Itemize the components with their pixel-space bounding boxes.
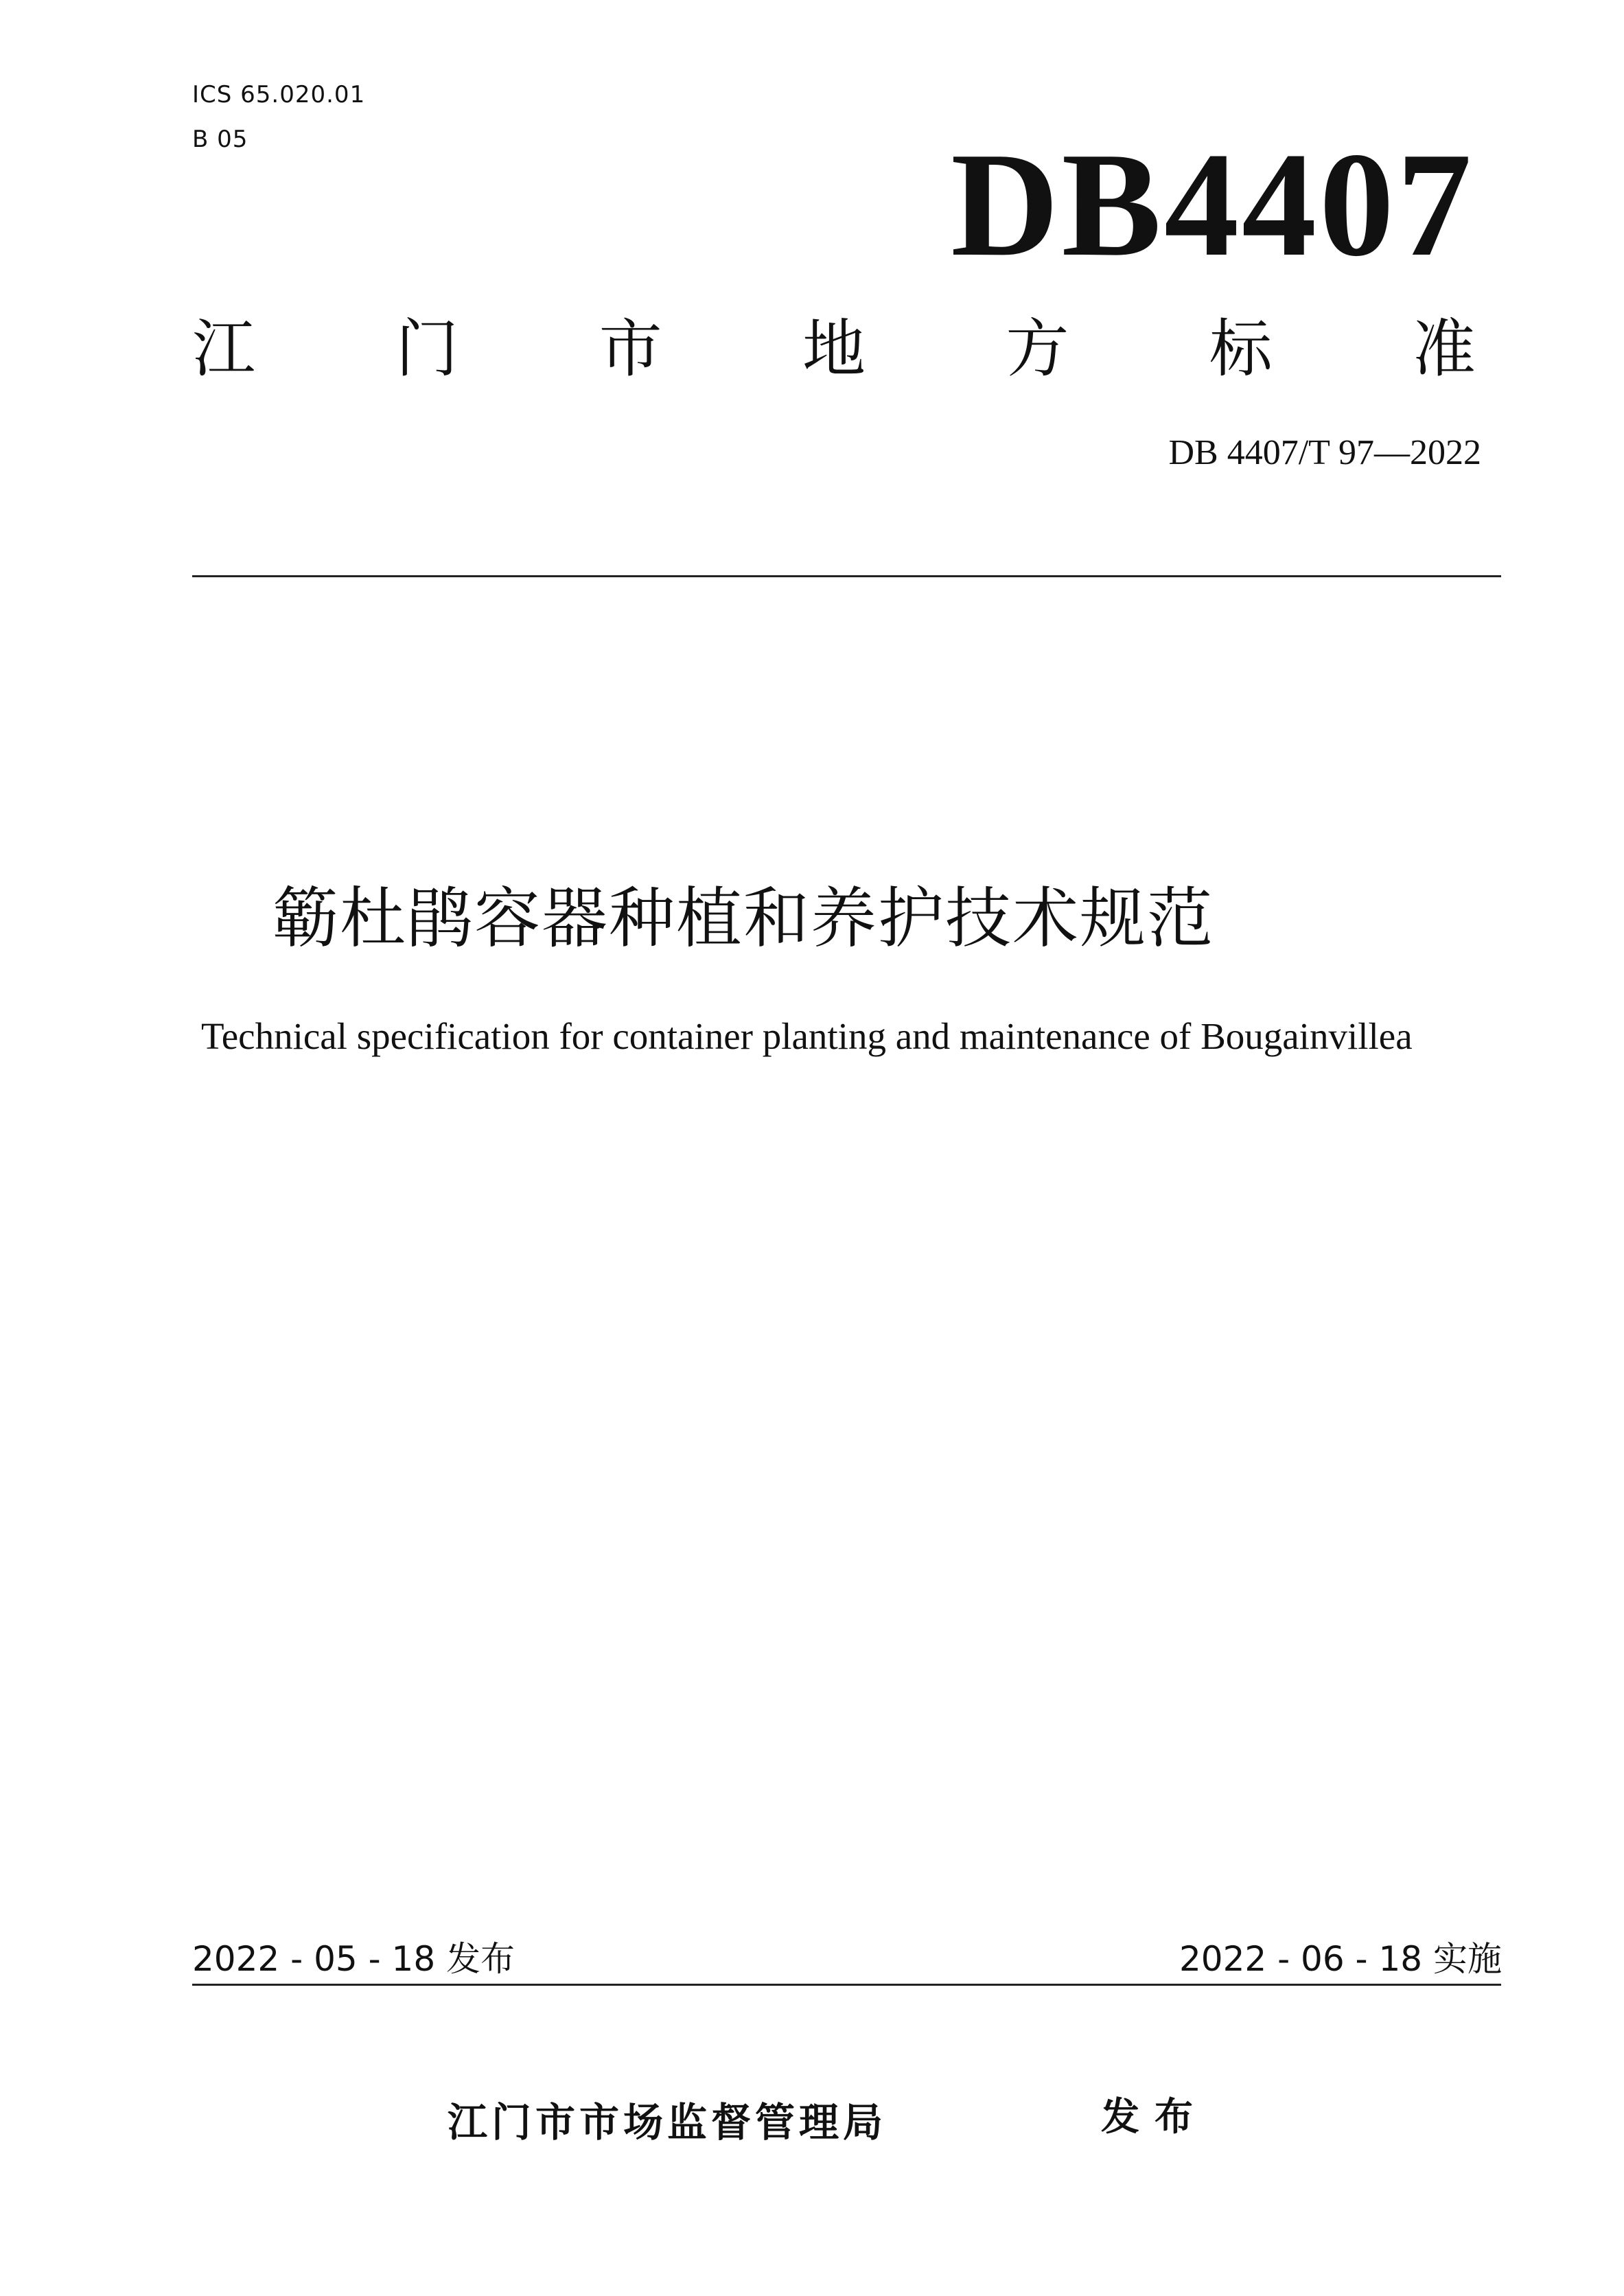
title-chinese: 簕杜鹃容器种植和养护技术规范 — [272, 880, 1214, 957]
issue-date: 2022 - 05 - 18 发布 — [192, 1939, 515, 1979]
standard-type — [192, 314, 1476, 384]
bottom-divider — [192, 1984, 1501, 1986]
standard-type-char: 地 — [802, 312, 866, 386]
standard-type-char: 江 — [192, 312, 256, 386]
implementation-date: 2022 - 06 - 18 实施 — [1179, 1939, 1502, 1979]
standard-type-char: 准 — [1412, 312, 1476, 386]
db-code-heading: DB4407 — [951, 122, 1474, 288]
ccs-code: B 05 — [192, 126, 248, 153]
standard-type-char: 标 — [1209, 312, 1273, 386]
standard-number: DB 4407/T 97—2022 — [1168, 433, 1481, 472]
standard-type-char: 方 — [1006, 312, 1069, 386]
standard-type-char: 门 — [395, 312, 459, 386]
standard-type-char: 市 — [599, 312, 662, 386]
top-divider — [192, 575, 1501, 577]
title-english: Technical specification for container planting and maintenance of Bougainvillea — [201, 1015, 1413, 1057]
ics-code: ICS 65.020.01 — [192, 81, 366, 108]
issuing-authority: 江门市市场监督管理局 — [448, 2099, 888, 2146]
issuing-action: 发布 — [1101, 2095, 1208, 2140]
